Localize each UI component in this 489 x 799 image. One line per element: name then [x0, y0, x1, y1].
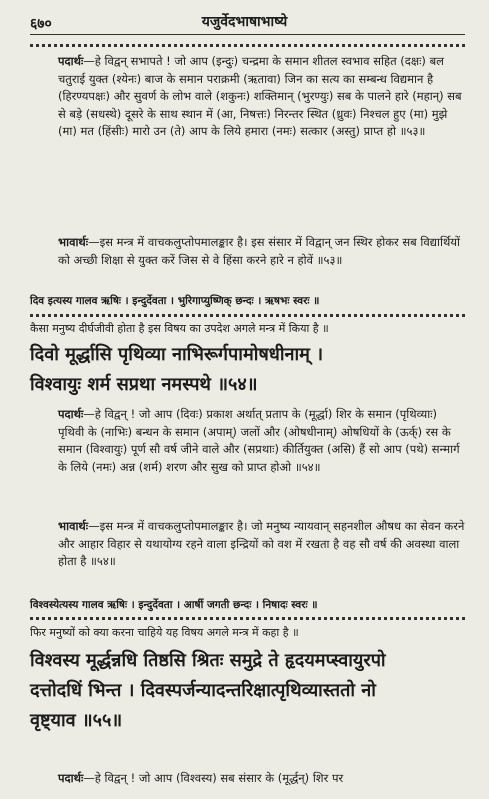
bhavartha-label: भावार्थः	[58, 519, 89, 533]
mantra-55	[30, 646, 465, 736]
padartha-53	[30, 53, 465, 231]
mantra-line: विश्वस्य मूर्द्धन्नधि तिष्ठसि श्रितः समुद्रे ते हृदयमप्स्वायुरपो	[30, 650, 386, 671]
padartha-label: पदार्थः	[58, 407, 84, 421]
padartha-text: —हे विद्वन् ! जो आप (दिवः) प्रकाश अर्थात् प्रताप के (मूर्द्धा) शिर के समान (पृथिव्याः) पृथिवी के (नाभिः) बन्धन के समान (अपाम्) जलों और (ओषधीनाम्) ओषधियों के (ऊर्क्) रस के समान (विश्वायुः) पूर्ण सौ वर्ष जीने वाले और (सप्रथाः) कीर्तियुक्त (असि) हैं सो आप (पथे) सन्मार्ग के लिये (नमः) अन्न (शर्म) शरण और सुख को प्राप्त होओ ॥५४॥	[58, 407, 460, 474]
padartha-55	[30, 770, 465, 788]
section-dotted-rule	[30, 617, 465, 620]
bhavartha-text: —इस मन्त्र में वाचकलुप्तोपमालङ्कार है। जो मनुष्य न्यायवान् सहनशील औषध का सेवन करने और आहार विहार से यथायोग्य रहने वाला इन्द्रियों को वश में रखता है वह सौ वर्ष की अवस्था वाला होता है ॥५४॥	[58, 519, 465, 568]
bhavartha-54	[30, 518, 465, 590]
page-number: ६७०	[30, 16, 52, 32]
padartha-54	[30, 406, 465, 531]
mantra-line: विश्वायुः शर्म सप्रथा नमस्पथे ॥५४॥	[30, 374, 258, 395]
bhavartha-label: भावार्थः	[58, 235, 89, 249]
section-dotted-rule	[30, 314, 465, 317]
padartha-label: पदार्थः	[58, 54, 84, 68]
mantra-intro-55: फिर मनुष्यों को क्या करना चाहिये यह विषय अगले मन्त्र में कहा है ॥	[30, 626, 299, 639]
padartha-label: पदार्थः	[58, 771, 84, 785]
mantra-intro-54: कैसा मनुष्य दीर्घजीवी होता है इस विषय का उपदेश अगले मन्त्र में किया है ॥	[30, 322, 329, 335]
bhavartha-53	[30, 234, 465, 288]
mantra-meta-55: विश्वस्येत्यस्य गालव ऋषिः । इन्दुर्देवता । आर्षी जगती छन्दः । निषादः स्वरः ॥	[30, 599, 318, 611]
padartha-text: —हे विद्वन् ! जो आप (विश्वस्य) सब संसार के (मूर्द्धन्) शिर पर	[83, 771, 344, 785]
padartha-text: —हे विद्वन् सभापते ! जो आप (इन्दुः) चन्द्रमा के समान शीतल स्वभाव सहित (दक्षः) बल चतुराई युक्त (श्येनः) बाज के समान पराक्रमी (ऋतावा) जिन का सत्य का सम्बन्ध विद्यमान है (हिरण्यपक्षः) और सुवर्ण के लोभ वाले (शकुनः) शक्तिमान् (भुरण्युः) सब के पालने हारे (महान्) सब से बड़े (सधस्थे) दूसरे के साथ स्थान में (आ, निषत्तः) निरन्तर स्थित (ध्रुवः) निश्चल हुए (मा) मुझे (मा) मत (हिंसीः) मारो उन (ते) आप के लिये हमारा (नमः) सत्कार (अस्तु) प्राप्त हो ॥५३॥	[58, 54, 462, 138]
header-rule	[30, 34, 465, 35]
page-title: यजुर्वेदभाषाभाष्ये	[201, 14, 288, 30]
mantra-54	[30, 340, 465, 400]
bhavartha-text: —इस मन्त्र में वाचकलुप्तोपमालङ्कार है। इस संसार में विद्वान् जन स्थिर होकर सब विद्यार्थियों को अच्छी शिक्षा से युक्त करें जिस से वे हिंसा करने हारे न होवें ॥५३॥	[58, 235, 460, 267]
mantra-line: दिवो मूर्द्धासि पृथिव्या नाभिरूर्गपामोषधीनाम् ।	[30, 344, 324, 365]
header-dotted-rule	[30, 44, 465, 47]
mantra-line: वृष्ट्याव ॥५५॥	[30, 710, 123, 731]
page-header	[0, 0, 489, 30]
mantra-line: दत्तोदधिं भिन्त । दिवस्पर्जन्यादन्तरिक्षात्पृथिव्यास्ततो नो	[30, 680, 376, 701]
mantra-meta-54: दिव इत्यस्य गालव ऋषिः । इन्दुर्देवता । भुरिगाप्युष्णिक् छन्दः । ऋषभः स्वरः ॥	[30, 295, 320, 307]
